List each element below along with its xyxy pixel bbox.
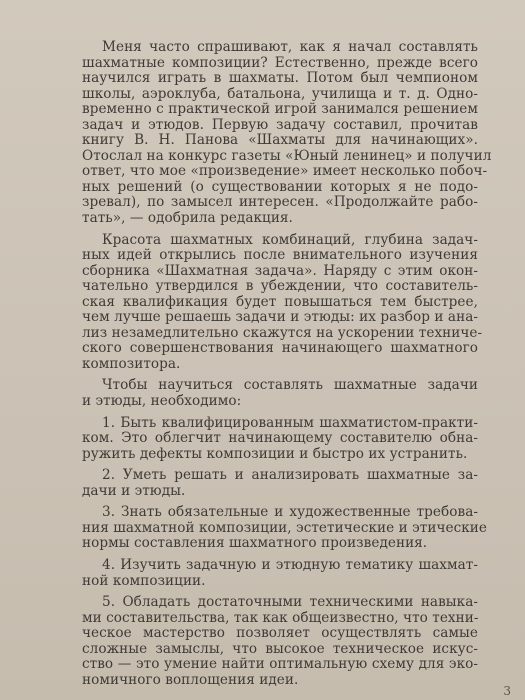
text-line: ская квалификация будет повышаться тем быстрее,: [82, 293, 478, 310]
text-line: ского совершенствования начинающего шахматного: [82, 340, 478, 357]
text-line: временно с практической игрой занимался решением: [82, 101, 478, 118]
text-line: 4. Изучить задачную и этюдную тематику шахмат-: [102, 556, 478, 573]
text-line: тать», — одобрила редакция.: [82, 210, 293, 227]
list-item: [82, 504, 487, 552]
text-line: школы, аэроклуба, батальона, училища и т. д. Одно-: [82, 85, 478, 102]
text-line: Меня часто спрашивают, как я начал составлять: [102, 39, 478, 55]
text-line: композитора.: [82, 355, 181, 372]
list-item: [82, 416, 478, 463]
text-line: ружить дефекты композиции и быстро их устранить.: [82, 445, 468, 462]
text-line: и этюды, необходимо:: [82, 393, 242, 410]
list-item: [82, 558, 478, 589]
text-line: ми составительства, так как общеизвестно, что техни-: [82, 609, 479, 626]
list-item: [82, 595, 478, 688]
text-line: ство — это умение найти оптимальную схему для эко-: [82, 656, 478, 673]
text-line: 1. Быть квалифицированным шахматистом-практи-: [102, 414, 478, 431]
text-line: Чтобы научиться составлять шахматные задачи: [102, 377, 478, 394]
text-line: ния шахматной композиции, эстетические и этические: [82, 519, 487, 536]
text-line: чательно утвердился в убеждении, что составитель-: [82, 278, 478, 295]
list-item: [82, 468, 478, 499]
paragraph-beauty: [82, 231, 483, 373]
text-line: шахматные композиции? Естественно, прежде всего: [82, 54, 478, 71]
text-line: 3. Знать обязательные и художественные требова-: [102, 504, 478, 521]
page-number: 3: [503, 684, 511, 698]
text-line: Отослал на конкурс газеты «Юный ленинец» и получил: [82, 147, 492, 164]
text-line: книгу В. Н. Панова «Шахматы для начинающих».: [82, 132, 478, 149]
text-line: задач и этюдов. Первую задачу составил, прочитав: [82, 116, 478, 133]
text-line: сборника «Шахматная задача». Наряду с этим окон-: [82, 262, 478, 279]
text-line: 2. Уметь решать и анализировать шахматные за-: [102, 467, 478, 484]
text-line: научился играть в шахматы. Потом был чемпионом: [82, 70, 478, 87]
text-line: 5. Обладать достаточными техническими навыка-: [102, 594, 478, 611]
text-line: дачи и этюды.: [82, 482, 186, 499]
text-line: лиз незамедлительно скажутся на ускорении техниче-: [82, 324, 483, 341]
text-line: чем лучше решаешь задачи и этюды: их разбор и ана-: [82, 309, 478, 326]
text-line: номичного воплощения идеи.: [82, 671, 299, 688]
text-line: ных идей открылись после внимательного изучения: [82, 247, 478, 264]
text-line: нормы составления шахматного произведения.: [82, 535, 428, 552]
text-line: ных решений (о существовании которых я не подо-: [82, 178, 478, 195]
page-body: [82, 39, 492, 694]
text-line: ответ, что мое «произведение» имеет несколько побоч-: [82, 163, 488, 180]
text-line: Красота шахматных комбинаций, глубина задач-: [102, 231, 478, 248]
text-line: ческое мастерство позволяет осуществлять самые: [82, 625, 478, 642]
text-line: сложные замыслы, что высокое техническое искус-: [82, 640, 478, 657]
paragraph-intro: [82, 39, 492, 227]
text-line: ком. Это облегчит начинающему составителю обна-: [82, 430, 478, 447]
text-line: зревал), по замысел интересен. «Продолжайте рабо-: [82, 194, 478, 211]
text-line: ной композиции.: [82, 572, 206, 589]
paragraph-requirements-intro: [82, 378, 478, 409]
